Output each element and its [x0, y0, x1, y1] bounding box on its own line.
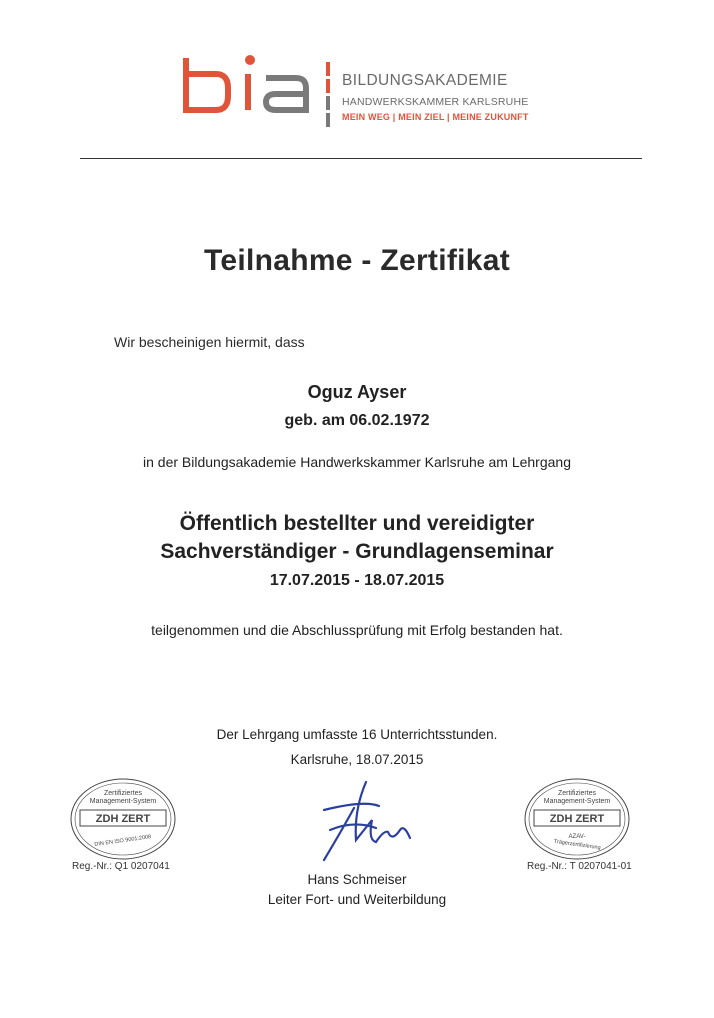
- slogan: MEIN WEG | MEIN ZIEL | MEINE ZUKUNFT: [342, 112, 529, 122]
- certificate-title: Teilnahme - Zertifikat: [203, 244, 511, 277]
- course-title-line1: Öffentlich bestellter und vereidigter: [179, 512, 535, 535]
- course-dates: 17.07.2015 - 18.07.2015: [269, 572, 445, 589]
- seal-right-text-2: Management-System: [543, 798, 611, 805]
- reg-number-right: Reg.-Nr.: T 0207041-01: [527, 861, 632, 872]
- reg-number-left: Reg.-Nr.: Q1 0207041: [72, 861, 170, 872]
- handwritten-signature: [284, 770, 434, 870]
- course-title-line2: Sachverständiger - Grundlagenseminar: [160, 540, 554, 563]
- logo-divider: [326, 62, 331, 130]
- participant-name: Oguz Ayser: [307, 382, 407, 402]
- seal-left-bottom: DIN EN ISO 9001:2008: [94, 834, 152, 848]
- org-name: BILDUNGSAKADEMIE: [342, 72, 508, 89]
- seal-right-text-1: Zertifiziertes: [557, 790, 597, 797]
- header-divider: [80, 158, 642, 159]
- institution-text: in der Bildungsakademie Handwerkskammer Karlsruhe am Lehrgang: [143, 454, 571, 470]
- seal-left-brand: ZDH ZERT: [95, 813, 151, 825]
- intro-text: Wir bescheinigen hiermit, dass: [114, 334, 305, 350]
- seal-right-bottom-1: AZAV-: [568, 834, 586, 840]
- seal-right-brand: ZDH ZERT: [549, 813, 605, 825]
- hours-text: Der Lehrgang umfasste 16 Unterrichtsstunden.: [216, 727, 498, 742]
- birth-date: geb. am 06.02.1972: [284, 412, 430, 429]
- bia-logo: [178, 48, 318, 128]
- seal-left-text-2: Management-System: [89, 798, 157, 805]
- org-subtitle: HANDWERKSKAMMER KARLSRUHE: [342, 96, 529, 108]
- signer-role: Leiter Fort- und Weiterbildung: [267, 892, 447, 907]
- zdh-zert-seal-right: [522, 776, 632, 862]
- place-date: Karlsruhe, 18.07.2015: [290, 752, 424, 767]
- signer-name: Hans Schmeiser: [307, 872, 407, 887]
- result-text: teilgenommen und die Abschlussprüfung mit Erfolg bestanden hat.: [151, 622, 563, 638]
- seal-right-bottom-2: Trägerzertifizierung: [553, 838, 601, 852]
- zdh-zert-seal-left: [68, 776, 178, 862]
- seal-left-text-1: Zertifiziertes: [103, 790, 143, 797]
